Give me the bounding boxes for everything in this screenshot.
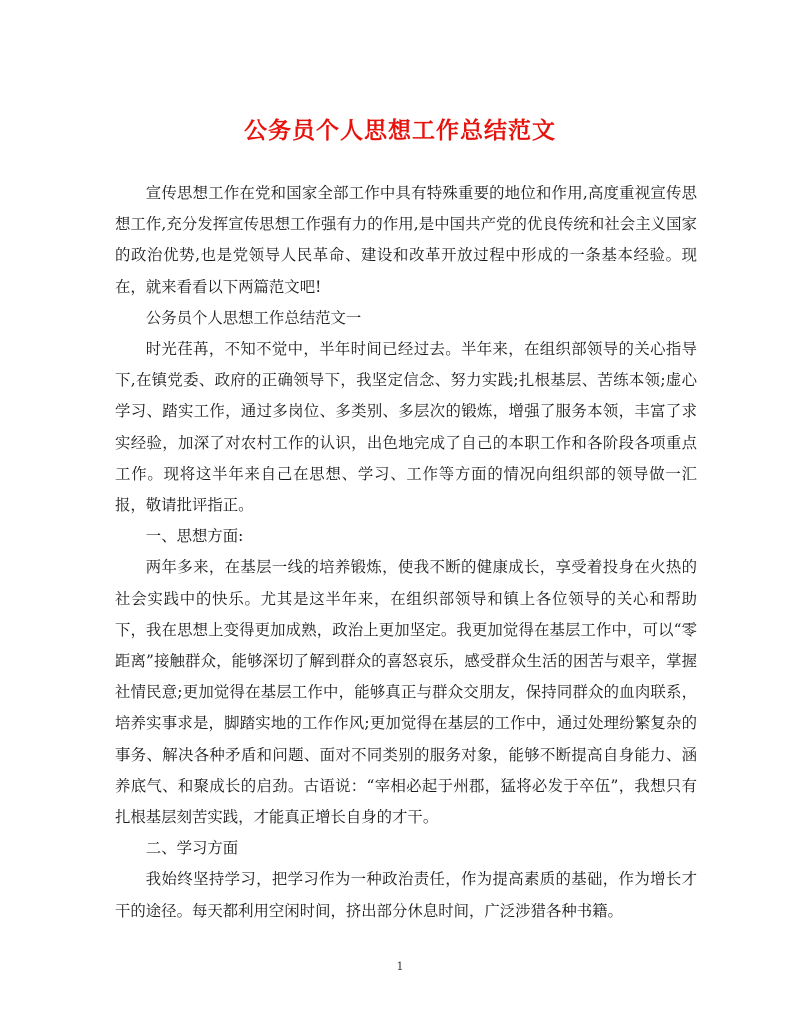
section-heading-study: 二、学习方面 bbox=[145, 839, 239, 858]
intro-paragraph: 宣传思想工作在党和国家全部工作中具有特殊重要的地位和作用,高度重视宣传思想工作,充分发挥宣传思想工作强有力的作用,是中国共产党的优良传统和社会主义国家的政治优势,也是党领导人民革命、建设和改革开放过程中形成的一条基本经验。现在，就来看看以下两篇范文吧! bbox=[115, 184, 697, 296]
body-paragraph: 我始终坚持学习，把学习作为一种政治责任，作为提高素质的基础，作为增长才干的途径。每天都利用空闲时间，挤出部分休息时间，广泛涉猎各种书籍。 bbox=[115, 870, 697, 920]
page-number: 1 bbox=[396, 960, 404, 973]
section-heading-thought: 一、思想方面: bbox=[145, 527, 244, 546]
document-body bbox=[115, 178, 697, 927]
section-heading-essay-one: 公务员个人思想工作总结范文一 bbox=[145, 308, 362, 327]
document-title: 公务员个人思想工作总结范文 bbox=[244, 117, 556, 144]
body-paragraph: 时光荏苒，不知不觉中，半年时间已经过去。半年来，在组织部领导的关心指导下,在镇党委、政府的正确领导下，我坚定信念、努力实践;扎根基层、苦练本领;虚心学习、踏实工作，通过多岗位、多类别、多层次的锻炼，增强了服务本领，丰富了求实经验，加深了对农村工作的认识，出色地完成了自己的本职工作和各阶段各项重点工作。现将这半年来自己在思想、学习、工作等方面的情况向组织部的领导做一汇报，敬请批评指正。 bbox=[115, 340, 697, 515]
body-paragraph: 两年多来，在基层一线的培养锻炼，使我不断的健康成长，享受着投身在火热的社会实践中的快乐。尤其是这半年来，在组织部领导和镇上各位领导的关心和帮助下，我在思想上变得更加成熟，政治上更加坚定。我更加觉得在基层工作中，可以“零距离”接触群众，能够深切了解到群众的喜怒哀乐，感受群众生活的困苦与艰辛，掌握社情民意;更加觉得在基层工作中，能够真正与群众交朋友，保持同群众的血肉联系，培养实事求是，脚踏实地的工作作风;更加觉得在基层的工作中，通过处理纷繁复杂的事务、解决各种矛盾和问题、面对不同类别的服务对象，能够不断提高自身能力、涵养底气、和聚成长的启劲。古语说：“宰相必起于州郡，猛将必发于卒伍”，我想只有扎根基层刻苦实践，才能真正增长自身的才干。 bbox=[115, 558, 697, 827]
